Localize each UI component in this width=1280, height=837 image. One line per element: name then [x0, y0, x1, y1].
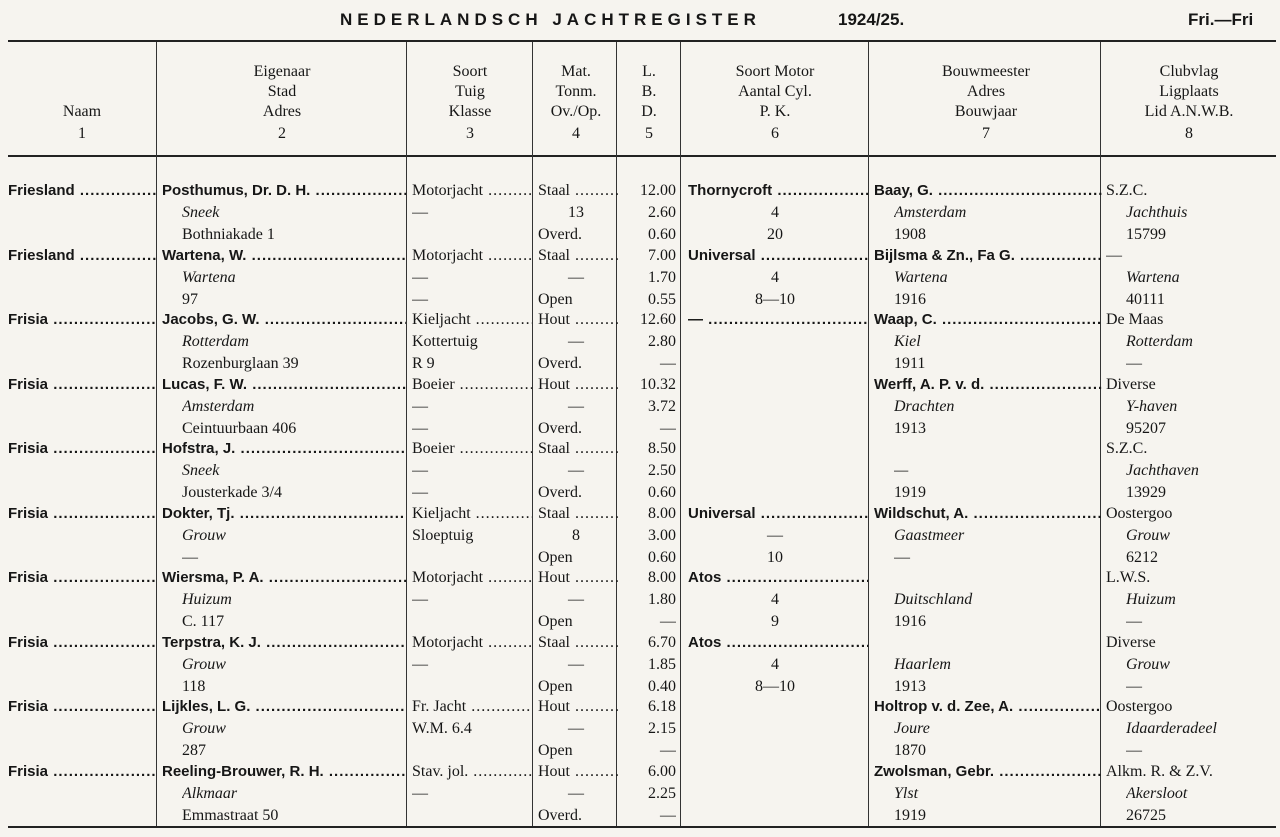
cell-naam: Frisia ..... [8, 567, 156, 589]
cell-lid: — [1126, 742, 1142, 759]
cell-motor: Universal ..... [688, 245, 868, 267]
cell-soort: Motorjacht ..... [412, 180, 532, 202]
cell-l: 12.60 [640, 311, 676, 328]
cell-ligplaats: Grouw [1126, 655, 1170, 673]
cell-ovop: Overd. [538, 355, 582, 372]
column-header-7 [870, 62, 1102, 144]
cell-bouwjaar: 1913 [894, 419, 926, 437]
cell-tuig: — [412, 397, 428, 415]
cell-tuig: Kottertuig [412, 333, 478, 350]
cell-mat: Hout ..... [538, 761, 618, 783]
cell-d: — [660, 806, 676, 824]
cell-tonm: 8 [572, 526, 580, 544]
cell-bm-adres: — [894, 462, 909, 479]
cell-b: 1.85 [648, 655, 676, 673]
column-header-line: Adres [262, 103, 302, 120]
cell-tuig: — [412, 784, 428, 802]
cell-eigenaar: Reeling-Brouwer, R. H. ..... [162, 761, 406, 783]
cell-ligplaats: Jachthuis [1126, 204, 1188, 221]
cell-d: 0.60 [648, 548, 676, 566]
cell-tonm: — [568, 655, 584, 673]
cell-mat: Staal ..... [538, 180, 618, 202]
cell-cyl: 4 [771, 204, 779, 221]
cell-tuig: — [412, 591, 428, 608]
cell-pk: 9 [771, 613, 779, 630]
cell-soort: Motorjacht ..... [412, 245, 532, 267]
cell-mat: Staal ..... [538, 503, 618, 525]
cell-lid: — [1126, 355, 1142, 372]
table-row [8, 696, 1276, 762]
cell-eigenaar: Hofstra, J. ..... [162, 438, 406, 460]
cell-adres: C. 117 [182, 613, 225, 630]
column-number: 8 [1185, 125, 1193, 142]
cell-bouwmeester: Bijlsma & Zn., Fa G. ..... [874, 245, 1102, 267]
cell-b: 2.60 [648, 204, 676, 221]
cell-ovop: Open [538, 742, 573, 759]
cell-lid: 6212 [1126, 548, 1158, 566]
cell-bm-adres: Gaastmeer [894, 526, 965, 544]
cell-soort: Motorjacht ..... [412, 567, 532, 589]
cell-lid: 15799 [1126, 226, 1166, 243]
cell-stad: Grouw [182, 720, 226, 737]
cell-ligplaats: Y-haven [1126, 397, 1178, 415]
cell-lid: 95207 [1126, 419, 1166, 437]
cell-bm-adres: Amsterdam [894, 204, 967, 221]
cell-bouwmeester: Wildschut, A. ..... [874, 503, 1102, 525]
page-range: Fri.—Fri [1188, 10, 1254, 29]
cell-naam: Frisia ..... [8, 438, 156, 460]
cell-mat: Staal ..... [538, 632, 618, 654]
table-row [8, 374, 1276, 440]
cell-mat: Hout ..... [538, 567, 618, 589]
cell-naam: Frisia ..... [8, 309, 156, 331]
cell-stad: Sneek [182, 462, 220, 479]
cell-bm-adres: Haarlem [894, 655, 951, 673]
cell-clubvlag: — [1106, 246, 1122, 264]
cell-ovop: Open [538, 290, 573, 308]
cell-clubvlag: L.W.S. [1106, 569, 1151, 586]
cell-clubvlag: S.Z.C. [1106, 440, 1148, 457]
cell-soort: Kieljacht ..... [412, 309, 532, 331]
column-header-1 [8, 102, 156, 144]
column-header-line: Soort Motor [735, 63, 815, 80]
cell-mat: Hout ..... [538, 374, 618, 396]
cell-tuig: — [412, 268, 428, 286]
cell-mat: Staal ..... [538, 245, 618, 267]
cell-naam: Frisia ..... [8, 503, 156, 525]
column-header-line: B. [641, 83, 657, 100]
cell-mat: Hout ..... [538, 309, 618, 331]
column-header-line: Lid A.N.W.B. [1144, 103, 1234, 120]
cell-b: 3.72 [648, 397, 676, 415]
cell-motor: Atos ..... [688, 632, 868, 654]
cell-klasse: — [412, 290, 428, 308]
cell-ligplaats: Wartena [1126, 268, 1180, 286]
column-header-line: D. [641, 103, 657, 120]
table-row [8, 503, 1276, 569]
cell-tonm: — [568, 268, 584, 286]
table-row [8, 438, 1276, 504]
cell-stad: Grouw [182, 526, 226, 544]
cell-bouwmeester: Holtrop v. d. Zee, A. ..... [874, 696, 1102, 718]
cell-d: 0.60 [648, 226, 676, 243]
cell-l: 8.00 [648, 569, 676, 586]
cell-bouwmeester: Waap, C. ..... [874, 309, 1102, 331]
cell-bouwjaar: 1908 [894, 226, 926, 243]
cell-eigenaar: Terpstra, K. J. ..... [162, 632, 406, 654]
cell-naam: Frisia ..... [8, 696, 156, 718]
column-number: 7 [982, 125, 990, 142]
cell-pk: 10 [767, 548, 783, 566]
cell-bouwjaar: 1919 [894, 484, 926, 501]
cell-eigenaar: Wartena, W. ..... [162, 245, 406, 267]
cell-stad: Wartena [182, 268, 236, 286]
cell-soort: Fr. Jacht ..... [412, 696, 532, 718]
column-header-line: L. [642, 63, 656, 80]
cell-ligplaats: Idaarderadeel [1126, 720, 1217, 737]
table-row [8, 309, 1276, 375]
cell-ovop: Overd. [538, 226, 582, 243]
cell-tuig: — [412, 655, 428, 673]
cell-adres: 287 [182, 742, 206, 759]
cell-bouwjaar: 1916 [894, 613, 926, 630]
cell-lid: 13929 [1126, 484, 1166, 501]
cell-d: 0.55 [648, 290, 676, 308]
cell-mat: Hout ..... [538, 696, 618, 718]
cell-l: 6.18 [648, 698, 676, 715]
cell-b: 2.50 [648, 462, 676, 479]
column-number: 5 [645, 125, 653, 142]
cell-bouwjaar: 1919 [894, 806, 926, 824]
cell-d: — [660, 419, 676, 437]
cell-stad: Sneek [182, 204, 220, 221]
column-header-8 [1102, 62, 1276, 144]
cell-bouwmeester: Zwolsman, Gebr. ..... [874, 761, 1102, 783]
cell-adres: Emmastraat 50 [182, 806, 279, 824]
cell-soort: Boeier ..... [412, 374, 532, 396]
cell-cyl: 4 [771, 591, 779, 608]
cell-adres: Rozenburglaan 39 [182, 355, 299, 372]
cell-b: 1.80 [648, 591, 676, 608]
cell-tonm: — [568, 462, 584, 479]
column-header-line: Naam [62, 103, 102, 120]
cell-clubvlag: Alkm. R. & Z.V. [1106, 762, 1213, 780]
column-number: 6 [771, 125, 779, 142]
cell-b: 3.00 [648, 526, 676, 544]
cell-b: 2.15 [648, 720, 676, 737]
column-header-line: Adres [966, 83, 1006, 100]
cell-motor: Atos ..... [688, 567, 868, 589]
cell-bouwjaar: 1870 [894, 742, 926, 759]
cell-clubvlag: Oostergoo [1106, 698, 1173, 715]
column-header-line: Soort [452, 63, 488, 80]
cell-soort: Stav. jol. ..... [412, 761, 532, 783]
column-header-line: Mat. [561, 63, 591, 80]
register-title: NEDERLANDSCH JACHTREGISTER [340, 10, 761, 29]
cell-clubvlag: Oostergoo [1106, 504, 1173, 522]
column-header-line: Ligplaats [1159, 83, 1219, 100]
cell-ligplaats: Akersloot [1126, 784, 1188, 802]
cell-stad: Grouw [182, 655, 226, 673]
table-row [8, 245, 1276, 311]
column-header-line: Bouwjaar [954, 103, 1018, 120]
cell-bouwmeester: Werff, A. P. v. d. ..... [874, 374, 1102, 396]
cell-bouwmeester: Baay, G. ..... [874, 180, 1102, 202]
cell-eigenaar: Lijkles, L. G. ..... [162, 696, 406, 718]
column-header-line: Bouwmeester [942, 63, 1030, 80]
column-headers [8, 40, 1276, 154]
cell-ovop: Overd. [538, 484, 582, 501]
cell-bm-adres: Kiel [894, 333, 921, 350]
register-year: 1924/25. [838, 10, 905, 29]
cell-eigenaar: Jacobs, G. W. ..... [162, 309, 406, 331]
cell-lid: 26725 [1126, 806, 1166, 824]
cell-bouwjaar: 1911 [894, 355, 926, 372]
cell-bouwjaar: 1913 [894, 677, 926, 695]
column-number: 4 [572, 125, 580, 142]
cell-cyl: — [767, 526, 783, 544]
cell-ligplaats: Huizum [1126, 591, 1176, 608]
cell-eigenaar: Lucas, F. W. ..... [162, 374, 406, 396]
column-number: 3 [466, 125, 474, 142]
column-header-line: P. K. [759, 103, 791, 120]
cell-l: 10.32 [640, 375, 676, 393]
cell-adres: Bothniakade 1 [182, 226, 275, 243]
cell-naam: Friesland ..... [8, 245, 156, 267]
cell-tuig: — [412, 204, 428, 221]
cell-ovop: Overd. [538, 806, 582, 824]
cell-tonm: — [568, 720, 584, 737]
column-header-2 [158, 62, 406, 144]
cell-b: 2.25 [648, 784, 676, 802]
cell-ligplaats: Jachthaven [1126, 462, 1199, 479]
cell-clubvlag: Diverse [1106, 633, 1156, 651]
cell-eigenaar: Dokter, Tj. ..... [162, 503, 406, 525]
table-row [8, 632, 1276, 698]
cell-clubvlag: Diverse [1106, 375, 1156, 393]
cell-lid: — [1126, 677, 1142, 695]
column-header-line: Stad [267, 83, 297, 100]
cell-naam: Friesland ..... [8, 180, 156, 202]
cell-l: 12.00 [640, 182, 676, 199]
cell-l: 6.70 [648, 633, 676, 651]
column-header-line: Ov./Op. [550, 103, 602, 120]
cell-adres: Ceintuurbaan 406 [182, 419, 297, 437]
cell-d: 0.40 [648, 677, 676, 695]
cell-bouwjaar: 1916 [894, 290, 926, 308]
cell-soort: Motorjacht ..... [412, 632, 532, 654]
cell-cyl: 4 [771, 268, 779, 286]
cell-klasse: R 9 [412, 355, 435, 372]
cell-d: — [660, 613, 676, 630]
cell-tuig: Sloeptuig [412, 526, 474, 544]
column-header-line: Tonm. [555, 83, 597, 100]
column-header-3 [408, 62, 532, 144]
cell-pk: 8—10 [755, 290, 795, 308]
column-header-line: Aantal Cyl. [738, 83, 812, 100]
table-row [8, 761, 1276, 827]
column-header-6 [682, 62, 868, 144]
cell-tonm: — [568, 333, 584, 350]
cell-motor: — ..... [688, 309, 868, 331]
cell-motor: Thornycroft ..... [688, 180, 868, 202]
cell-bm-adres: Drachten [894, 397, 955, 415]
cell-motor: Universal ..... [688, 503, 868, 525]
cell-l: 6.00 [648, 762, 676, 780]
cell-d: — [660, 742, 676, 759]
cell-l: 8.50 [648, 440, 676, 457]
cell-klasse: — [412, 484, 428, 501]
cell-lid: 40111 [1126, 290, 1165, 308]
cell-tuig: — [412, 462, 428, 479]
column-header-line: Tuig [455, 83, 485, 100]
cell-adres: 97 [182, 290, 198, 308]
cell-b: 2.80 [648, 333, 676, 350]
cell-tonm: — [568, 397, 584, 415]
cell-cyl: 4 [771, 655, 779, 673]
cell-d: — [660, 355, 676, 372]
cell-bouwjaar: — [894, 548, 910, 566]
cell-ovop: Open [538, 677, 573, 695]
cell-tonm: — [568, 591, 584, 608]
column-header-line: Eigenaar [253, 63, 311, 80]
cell-ligplaats: Rotterdam [1126, 333, 1193, 350]
cell-klasse: — [412, 419, 428, 437]
cell-ligplaats: Grouw [1126, 526, 1170, 544]
column-number: 1 [78, 125, 86, 142]
cell-tonm: 13 [568, 204, 584, 221]
cell-soort: Kieljacht ..... [412, 503, 532, 525]
cell-stad: Alkmaar [182, 784, 238, 802]
header-rule [8, 155, 1276, 157]
cell-tuig: W.M. 6.4 [412, 720, 472, 737]
cell-stad: Amsterdam [182, 397, 255, 415]
column-header-line: Clubvlag [1159, 63, 1219, 80]
cell-stad: Huizum [182, 591, 232, 608]
cell-naam: Frisia ..... [8, 761, 156, 783]
cell-ovop: Open [538, 613, 573, 630]
cell-mat: Staal ..... [538, 438, 618, 460]
table-row [8, 180, 1276, 246]
cell-ovop: Overd. [538, 419, 582, 437]
cell-pk: 20 [767, 226, 783, 243]
cell-adres: Jousterkade 3/4 [182, 484, 282, 501]
cell-pk: 8—10 [755, 677, 795, 695]
cell-bm-adres: Wartena [894, 268, 948, 286]
column-header-5 [618, 62, 680, 144]
cell-d: 0.60 [648, 484, 676, 501]
cell-adres: — [182, 548, 198, 566]
column-number: 2 [278, 125, 286, 142]
cell-b: 1.70 [648, 268, 676, 286]
cell-l: 7.00 [648, 246, 676, 264]
cell-ovop: Open [538, 548, 573, 566]
column-header-4 [534, 62, 618, 144]
cell-lid: — [1126, 613, 1142, 630]
cell-soort: Boeier ..... [412, 438, 532, 460]
cell-bm-adres: Ylst [894, 784, 919, 802]
cell-eigenaar: Wiersma, P. A. ..... [162, 567, 406, 589]
page-header [0, 6, 1280, 36]
cell-l: 8.00 [648, 504, 676, 522]
cell-adres: 118 [182, 677, 206, 695]
cell-bm-adres: Duitschland [894, 591, 973, 608]
table-row [8, 567, 1276, 633]
cell-clubvlag: De Maas [1106, 311, 1164, 328]
cell-tonm: — [568, 784, 584, 802]
cell-naam: Frisia ..... [8, 374, 156, 396]
cell-bm-adres: Joure [894, 720, 930, 737]
cell-clubvlag: S.Z.C. [1106, 182, 1148, 199]
cell-eigenaar: Posthumus, Dr. D. H. ..... [162, 180, 406, 202]
column-header-line: Klasse [448, 103, 492, 120]
cell-naam: Frisia ..... [8, 632, 156, 654]
cell-stad: Rotterdam [182, 333, 249, 350]
